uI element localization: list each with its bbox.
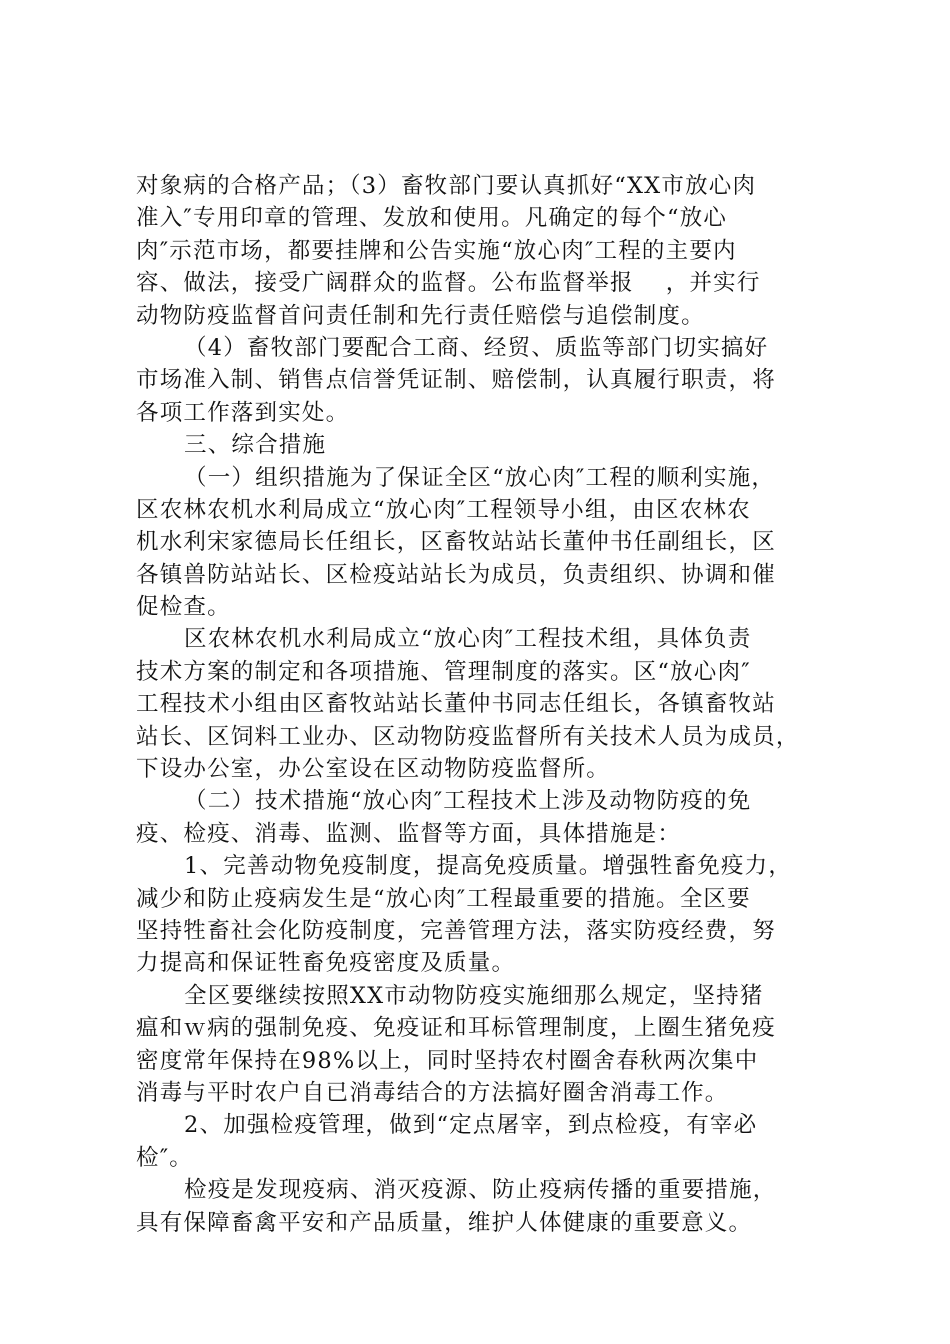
- text-line: 坚持牲畜社会化防疫制度，完善管理方法，落实防疫经费，努: [136, 917, 776, 944]
- text-line: 三、综合措施: [184, 432, 327, 459]
- text-line: 动物防疫监督首问责任制和先行责任赔偿与追偿制度。: [136, 302, 705, 329]
- text-line: （二）技术措施“放心肉″工程技术上涉及动物防疫的免: [184, 788, 752, 815]
- text-line: 疫、检疫、消毒、监测、监督等方面，具体措施是：: [136, 820, 682, 847]
- text-line: 促检查。: [136, 594, 231, 621]
- text-line: （一）组织措施为了保证全区“放心肉″工程的顺利实施，: [184, 464, 776, 491]
- text-line: 检″。: [136, 1144, 194, 1171]
- text-line: 区农林农机水利局成立“放心肉″工程领导小组，由区农林农: [136, 496, 751, 523]
- text-line: 区农林农机水利局成立“放心肉″工程技术组，具体负责: [184, 626, 752, 653]
- text-line: 容、做法，接受广阔群众的监督。公布监督举报 ，并实行: [136, 270, 761, 297]
- text-line: 市场准入制、销售点信誉凭证制、赔偿制，认真履行职责，将: [136, 367, 776, 394]
- text-line: 检疫是发现疫病、消灭疫源、防止疫病传播的重要措施，: [184, 1177, 777, 1204]
- text-line: 力提高和保证牲畜免疫密度及质量。: [136, 950, 516, 977]
- document-body: [136, 170, 836, 1239]
- text-line: 具有保障畜禽平安和产品质量，维护人体健康的重要意义。: [136, 1209, 753, 1236]
- text-line: 下设办公室，办公室设在区动物防疫监督所。: [136, 756, 611, 783]
- text-line: 全区要继续按照XX市动物防疫实施细那么规定，坚持猪: [184, 982, 764, 1009]
- text-line: 工程技术小组由区畜牧站站长董仲书同志任组长，各镇畜牧站: [136, 691, 776, 718]
- text-line: 密度常年保持在98%以上，同时坚持农村圈舍春秋两次集中: [136, 1047, 759, 1074]
- text-line: 减少和防止疫病发生是“放心肉″工程最重要的措施。全区要: [136, 885, 751, 912]
- text-line: 2、加强检疫管理，做到“定点屠宰，到点检疫，有宰必: [184, 1112, 758, 1139]
- text-line: 瘟和ｗ病的强制免疫、免疫证和耳标管理制度，上圈生猪免疫: [136, 1015, 776, 1042]
- text-line: 肉″示范市场，都要挂牌和公告实施“放心肉″工程的主要内: [136, 237, 737, 264]
- text-line: 技术方案的制定和各项措施、管理制度的落实。区“放心肉″: [136, 658, 751, 685]
- text-line: 准入″专用印章的管理、发放和使用。凡确定的每个“放心: [136, 205, 728, 232]
- text-line: 站长、区饲料工业办、区动物防疫监督所有关技术人员为成员，: [136, 723, 800, 750]
- text-line: 各项工作落到实处。: [136, 399, 350, 426]
- text-line: （4）畜牧部门要配合工商、经贸、质监等部门切实搞好: [184, 334, 769, 361]
- text-line: 1、完善动物免疫制度，提高免疫质量。增强牲畜免疫力，: [184, 853, 793, 880]
- text-line: 各镇兽防站站长、区检疫站站长为成员，负责组织、协调和催: [136, 561, 776, 588]
- text-line: 机水利宋家德局长任组长，区畜牧站站长董仲书任副组长，区: [136, 529, 776, 556]
- text-line: 消毒与平时农户自已消毒结合的方法搞好圈舍消毒工作。: [136, 1079, 729, 1106]
- text-line: 对象病的合格产品；（3）畜牧部门要认真抓好“XX市放心肉: [136, 173, 757, 199]
